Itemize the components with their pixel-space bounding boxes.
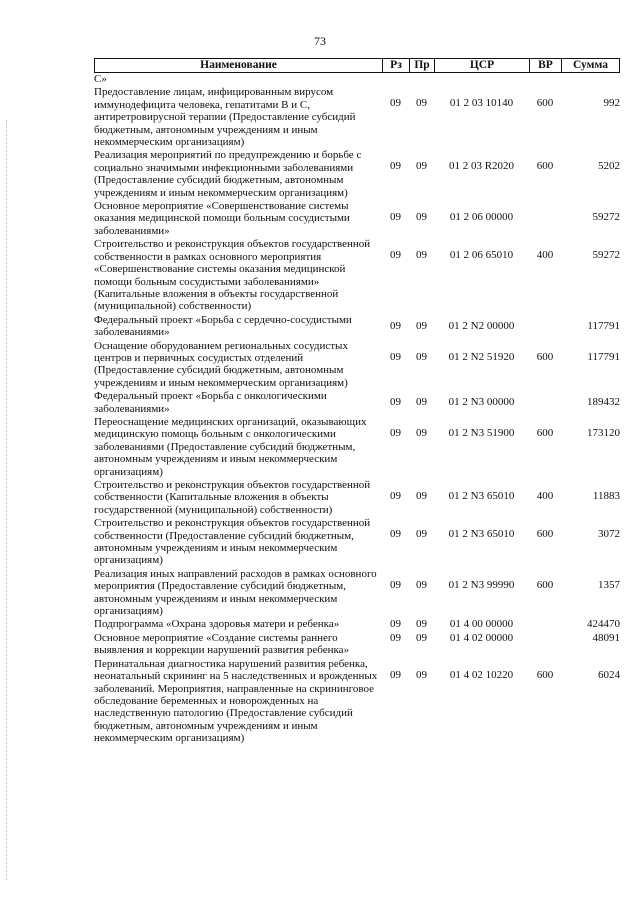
table-row: [94, 517, 620, 567]
row-vr: 600: [536, 578, 554, 591]
table-row: [94, 479, 620, 516]
row-pr: 09: [416, 618, 427, 631]
table-row: [94, 618, 620, 630]
row-pr: 09: [416, 211, 427, 224]
table-row: [94, 73, 620, 85]
row-sum: 1357: [598, 578, 620, 591]
row-name: Оснащение оборудованием региональных сосудистых центров и первичных сосудистых отделений (Предоставление субсидий бюджетным, автономным учреждениям и иным некоммерческим организациям): [94, 339, 348, 389]
row-rz: 09: [390, 631, 401, 644]
row-rz: 09: [390, 528, 401, 541]
row-rz: 09: [390, 426, 401, 439]
table-row: [94, 149, 620, 199]
row-sum: 48091: [592, 631, 620, 644]
row-vr: [529, 390, 561, 415]
scan-margin-line: [6, 120, 8, 880]
row-sum: 5202: [598, 160, 620, 173]
row-pr: 09: [416, 668, 427, 681]
table-row: [94, 658, 620, 745]
table-row: [94, 86, 620, 148]
row-pr: 09: [416, 528, 427, 541]
row-name: Основное мероприятие «Создание системы раннего выявления и коррекции нарушений развития ребенка»: [94, 631, 350, 657]
row-vr: 400: [536, 249, 554, 262]
row-vr: [529, 632, 561, 657]
row-rz: 09: [390, 319, 401, 332]
row-vr: 600: [536, 97, 554, 110]
row-pr: 09: [416, 490, 427, 502]
row-csr: 01 2 N3 65010: [448, 528, 515, 541]
page-number: 73: [314, 34, 326, 48]
row-pr: 09: [416, 97, 427, 110]
header-csr: ЦСР: [435, 59, 530, 72]
table-row: [94, 416, 620, 478]
row-name: Переоснащение медицинских организаций, оказывающих медицинскую помощь больным с онкологическими заболеваниями (Предоставление субсидий бюджетным, автономным учреждениям и иным некоммерческим организациям): [94, 415, 367, 478]
row-vr: [529, 73, 561, 85]
header-name: Наименование: [95, 59, 383, 72]
row-vr: [529, 200, 561, 237]
row-vr: 600: [536, 350, 554, 363]
row-csr: 01 2 N2 51920: [448, 350, 515, 363]
row-csr: 01 4 00 00000: [449, 618, 514, 631]
row-pr: 09: [416, 578, 427, 591]
table-row: [94, 340, 620, 390]
row-rz: 09: [390, 350, 401, 363]
row-rz: 09: [390, 668, 401, 681]
row-rz: 09: [390, 249, 401, 262]
table-row: [94, 200, 620, 237]
row-pr: 09: [416, 426, 427, 439]
row-name: Федеральный проект «Борьба с онкологическими заболеваниями»: [94, 390, 327, 415]
row-csr: 01 2 N3 99990: [448, 578, 515, 591]
header-pr: Пр: [410, 59, 435, 72]
table-row: [94, 568, 620, 618]
row-name: Предоставление лицам, инфицированным вирусом иммунодефицита человека, гепатитами В и С, антиретровирусной терапии (Предоставление субсидий бюджетным, автономным учреждениям и иным некоммерческим организациям): [94, 86, 356, 149]
row-name: Подпрограмма «Охрана здоровья матери и ребенка»: [94, 618, 340, 631]
row-csr: 01 2 N2 00000: [448, 319, 515, 332]
row-sum: 424470: [587, 618, 620, 631]
row-sum: 3072: [598, 528, 620, 541]
row-rz: 09: [390, 396, 401, 409]
row-sum: 173120: [587, 426, 620, 439]
row-csr: 01 4 02 10220: [449, 668, 514, 681]
row-pr: 09: [416, 319, 427, 332]
row-sum: 117791: [587, 319, 620, 332]
row-csr: 01 2 06 65010: [449, 249, 514, 262]
row-name: Реализация иных направлений расходов в рамках основного мероприятия (Предоставление субсидий бюджетным, автономным учреждениям и иным некоммерческим организациям): [94, 567, 377, 618]
header-rz: Рз: [383, 59, 410, 72]
row-sum: 59272: [592, 249, 620, 262]
row-csr: 01 2 03 R2020: [448, 160, 515, 173]
row-sum: 6024: [598, 668, 620, 681]
row-sum: 11883: [592, 490, 620, 502]
row-rz: 09: [390, 97, 401, 110]
row-pr: 09: [416, 631, 427, 644]
table-row: [94, 632, 620, 657]
row-sum: 59272: [592, 211, 620, 224]
row-vr: 600: [536, 160, 554, 173]
table-body: [94, 73, 620, 746]
row-name: Строительство и реконструкция объектов государственной собственности (Капитальные вложения в объекты государственной (муниципальной) собственности): [94, 479, 371, 516]
row-pr: 09: [416, 350, 427, 363]
row-vr: 600: [536, 528, 554, 541]
row-name: Строительство и реконструкция объектов государственной собственности в рамках основного мероприятия «Совершенствование системы оказания медицинской помощи больным сосудистыми заболеваниями» (Капитальные вложения в объекты государственной (муниципальной) собственности): [94, 238, 371, 313]
row-csr: 01 2 N3 51900: [448, 426, 515, 439]
row-name: Строительство и реконструкция объектов государственной собственности (Предоставление субсидий бюджетным, автономным учреждениям и иным некоммерческим организациям): [94, 517, 371, 567]
row-rz: 09: [390, 578, 401, 591]
table-row: [94, 314, 620, 339]
row-csr: 01 2 03 10140: [449, 97, 514, 110]
header-vr: ВР: [530, 59, 562, 72]
row-csr: [434, 73, 529, 85]
table-header: [94, 58, 620, 73]
row-vr: 400: [536, 490, 554, 502]
table-row: [94, 390, 620, 415]
row-vr: 600: [536, 426, 554, 439]
row-name: Основное мероприятие «Совершенствование системы оказания медицинской помощи больным сосудистыми заболеваниями»: [94, 200, 350, 237]
table-row: [94, 238, 620, 312]
row-rz: 09: [390, 490, 401, 502]
row-csr: 01 4 02 00000: [449, 631, 514, 644]
row-sum: 117791: [587, 350, 620, 363]
row-sum: 992: [603, 97, 620, 110]
row-pr: 09: [416, 160, 427, 173]
row-name: С»: [94, 73, 107, 85]
row-csr: 01 2 N3 65010: [448, 490, 515, 502]
row-pr: 09: [416, 396, 427, 409]
row-sum: 189432: [587, 396, 620, 409]
row-name: Реализация мероприятий по предупреждению и борьбе с социально значимыми инфекционными заболеваниями (Предоставление субсидий бюджетным, автономным учреждениям и иным некоммерческим организациям): [94, 149, 362, 199]
row-csr: 01 2 N3 00000: [448, 396, 515, 409]
row-rz: 09: [390, 618, 401, 631]
row-pr: [409, 73, 434, 85]
row-name: Федеральный проект «Борьба с сердечно-сосудистыми заболеваниями»: [94, 313, 352, 339]
row-rz: 09: [390, 211, 401, 224]
row-vr: [529, 314, 561, 339]
row-rz: 09: [390, 160, 401, 173]
row-vr: [529, 618, 561, 630]
header-sum: Сумма: [573, 59, 608, 71]
row-pr: 09: [416, 249, 427, 262]
row-csr: 01 2 06 00000: [449, 211, 514, 224]
row-name: Перинатальная диагностика нарушений развития ребенка, неонатальный скрининг на 5 наследственных и врожденных заболеваний. Мероприятия, направленные на скрининговое обследование беременных и новорожденных на наследственную патологию (Предоставление субсидий бюджетным, автономным учреждениям и иным некоммерческим организациям): [94, 657, 378, 745]
row-vr: 600: [536, 668, 554, 681]
row-rz: [382, 73, 409, 85]
row-sum: [561, 73, 620, 85]
